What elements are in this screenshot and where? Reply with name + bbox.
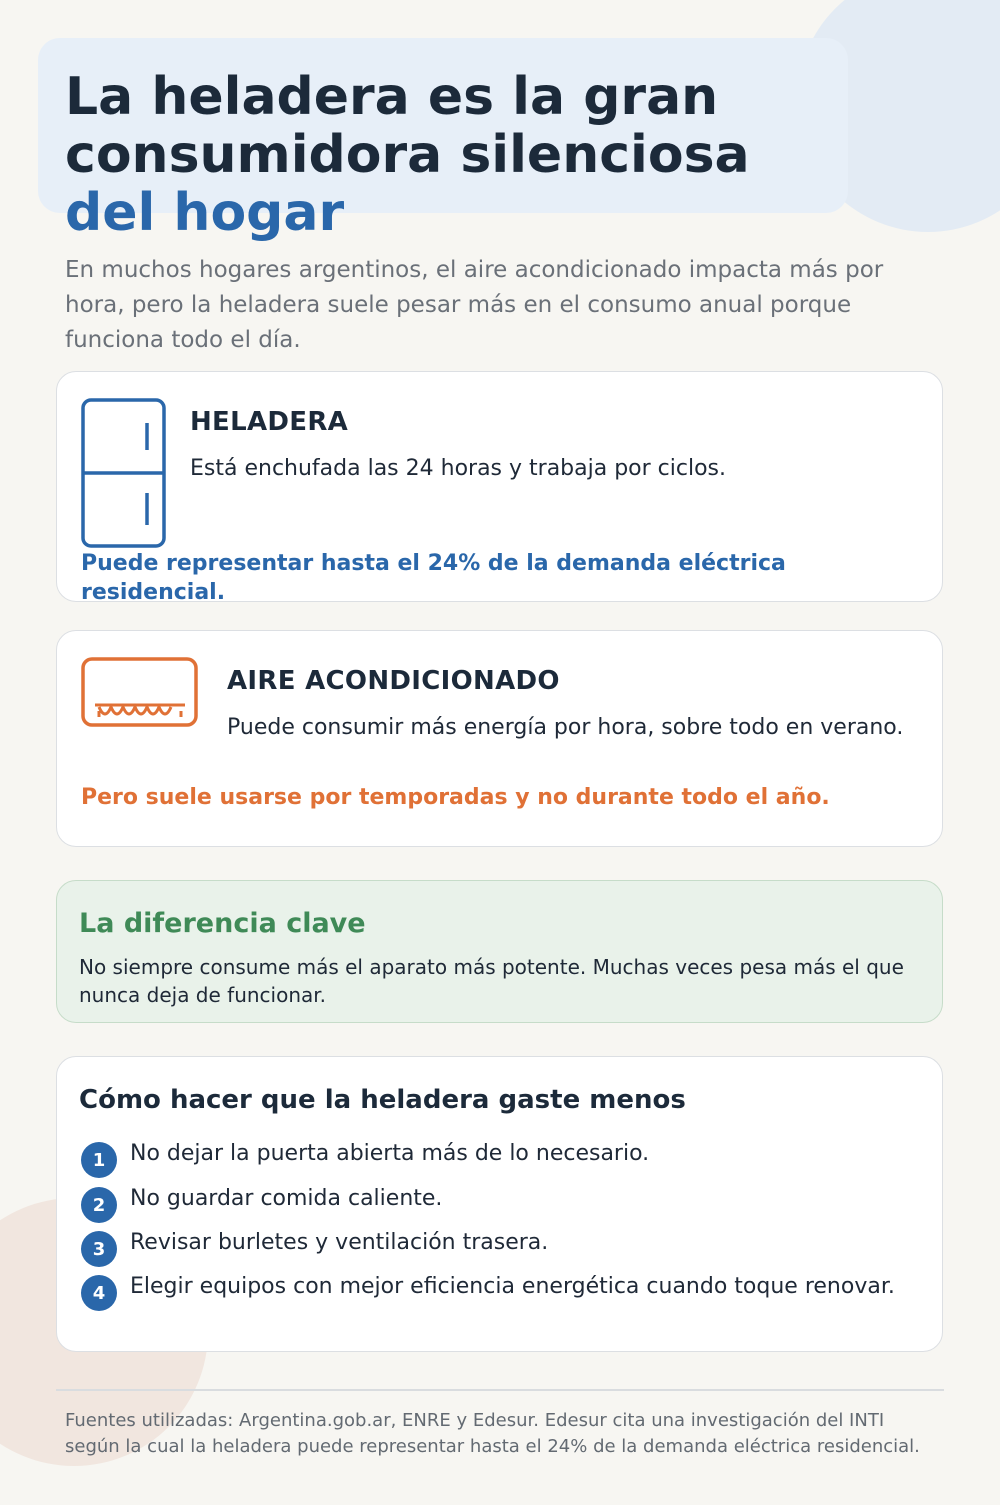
tips-heading: Cómo hacer que la heladera gaste menos bbox=[79, 1085, 686, 1115]
tip-number-badge: 3 bbox=[81, 1231, 117, 1267]
title-line-1: La heladera es la gran bbox=[65, 67, 719, 127]
tip-number-badge: 2 bbox=[81, 1187, 117, 1223]
key-difference-body: No siempre consume más el aparato más potente. Muchas veces pesa más el que nunca deja de funcionar. bbox=[79, 955, 904, 1007]
tip-text: No dejar la puerta abierta más de lo necesario. bbox=[130, 1141, 650, 1166]
title-line-2: consumidora silenciosa bbox=[65, 125, 750, 185]
ac-card bbox=[56, 630, 943, 847]
ac-heading: AIRE ACONDICIONADO bbox=[227, 666, 560, 696]
ac-highlight: Pero suele usarse por temporadas y no durante todo el año. bbox=[81, 785, 830, 810]
key-difference-card bbox=[56, 880, 943, 1023]
ac-description: Puede consumir más energía por hora, sobre todo en verano. bbox=[227, 715, 904, 740]
tips-card bbox=[56, 1056, 943, 1352]
page-title bbox=[65, 68, 925, 242]
tip-text: No guardar comida caliente. bbox=[130, 1186, 443, 1211]
tip-number-badge: 1 bbox=[81, 1142, 117, 1178]
tip-number-badge: 4 bbox=[81, 1275, 117, 1311]
footer-divider bbox=[56, 1389, 944, 1391]
tip-text: Revisar burletes y ventilación trasera. bbox=[130, 1230, 549, 1255]
tip-text: Elegir equipos con mejor eficiencia energética cuando toque renovar. bbox=[130, 1274, 895, 1299]
sources-footnote: Fuentes utilizadas: Argentina.gob.ar, ENRE y Edesur. Edesur cita una investigación del INTI según la cual la heladera puede representar hasta el 24% de la demanda eléctrica residencial. bbox=[65, 1410, 920, 1457]
key-difference-heading: La diferencia clave bbox=[79, 908, 366, 939]
fridge-icon bbox=[81, 398, 167, 550]
fridge-highlight: Puede representar hasta el 24% de la demanda eléctrica residencial. bbox=[81, 551, 786, 605]
fridge-heading: HELADERA bbox=[190, 407, 349, 437]
page-subtitle: En muchos hogares argentinos, el aire acondicionado impacta más por hora, pero la heladera suele pesar más en el consumo anual porque funciona todo el día. bbox=[65, 257, 884, 353]
fridge-card bbox=[56, 371, 943, 605]
air-conditioner-icon bbox=[81, 657, 199, 729]
title-accent: del hogar bbox=[65, 183, 345, 243]
fridge-description: Está enchufada las 24 horas y trabaja por ciclos. bbox=[190, 456, 727, 481]
